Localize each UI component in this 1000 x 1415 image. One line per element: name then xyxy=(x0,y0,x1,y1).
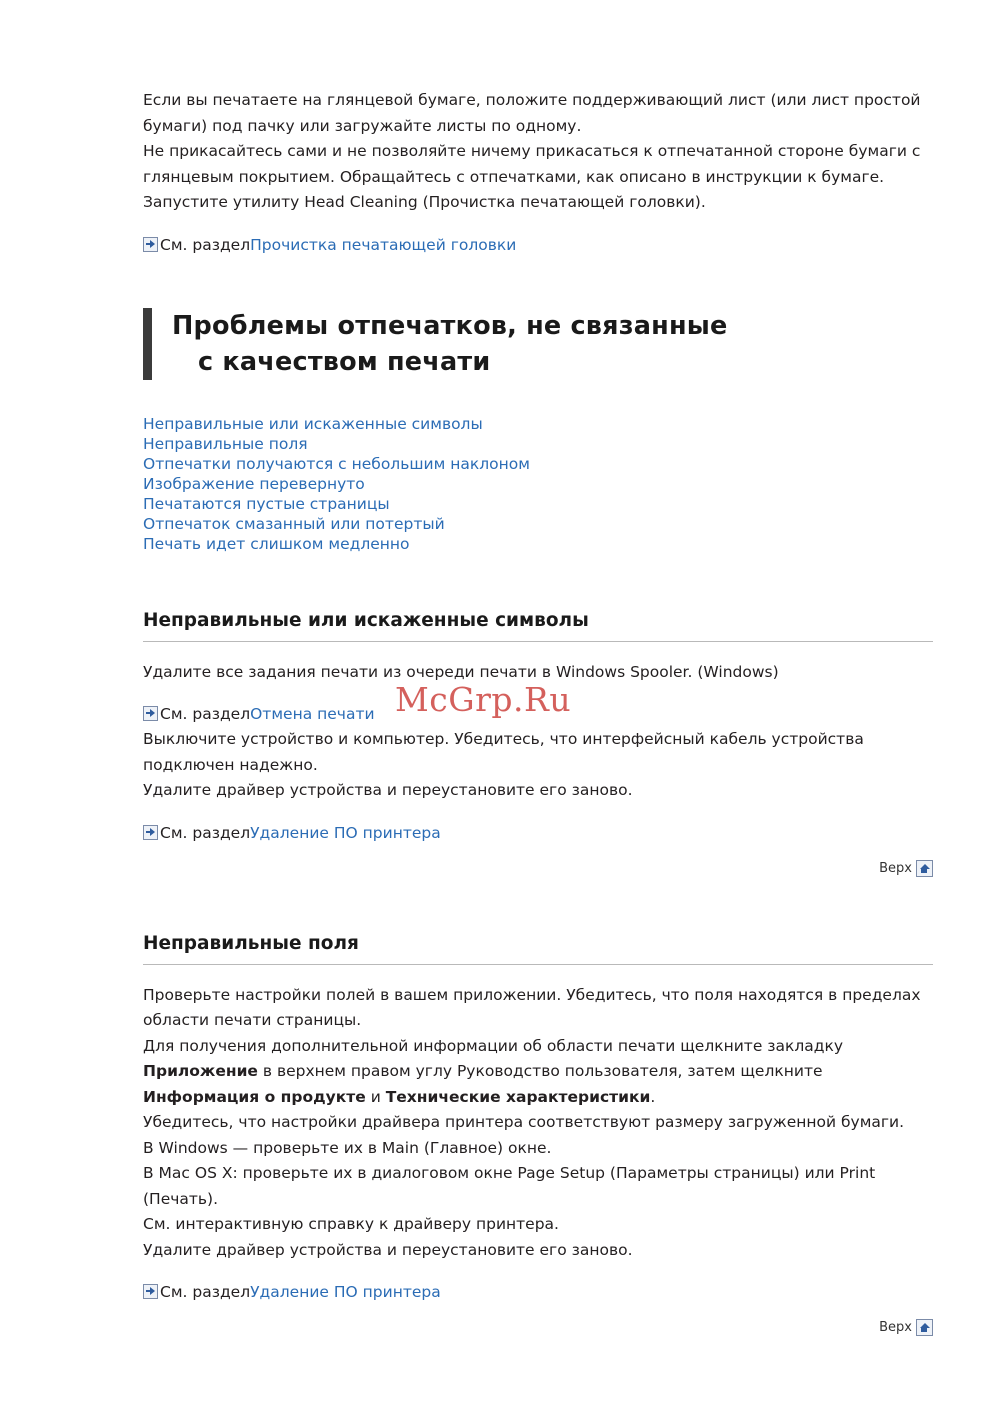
section2-paragraph-3: Убедитесь, что настройки драйвера принтера соответствуют размеру загруженной бумаги. xyxy=(143,1113,905,1131)
list-item[interactable]: Отпечатки получаются с небольшим наклоном xyxy=(143,454,530,473)
list-item[interactable]: Неправильные или искаженные символы xyxy=(143,414,483,433)
section-divider xyxy=(143,641,933,642)
book-link-icon xyxy=(143,706,158,721)
chapter-title-line2: с качеством печати xyxy=(198,346,491,377)
list-item[interactable]: Изображение перевернуто xyxy=(143,474,365,493)
s2p2-bold-product-info: Информация о продукте xyxy=(143,1087,366,1106)
see-reference-uninstall-software-2 xyxy=(143,1280,933,1305)
intro-paragraph-1: Если вы печатаете на глянцевой бумаге, положите поддерживающий лист (или лист простой бумаги) под пачку или загружайте листы по одному. xyxy=(143,91,921,135)
back-to-top-label: Верх xyxy=(879,1320,912,1335)
section2-paragraph-4: В Windows — проверьте их в Main (Главное) окне. xyxy=(143,1138,552,1157)
section2-paragraph-7: Удалите драйвер устройства и переустановите его заново. xyxy=(143,1240,633,1259)
section2-paragraph-1: Проверьте настройки полей в вашем приложении. Убедитесь, что поля находятся в пределах области печати страницы. xyxy=(143,985,921,1029)
section1-paragraph-1: Удалите все задания печати из очереди печати в Windows Spooler. (Windows) xyxy=(143,662,779,681)
see-reference-prefix: См. раздел xyxy=(160,235,251,254)
book-link-icon xyxy=(143,825,158,840)
book-link-icon xyxy=(143,1284,158,1299)
section-divider xyxy=(143,964,933,965)
section-heading: Неправильные или искаженные символы xyxy=(143,609,589,631)
list-item[interactable]: Отпечаток смазанный или потертый xyxy=(143,514,445,533)
section-heading: Неправильные поля xyxy=(143,932,359,954)
see-reference-prefix: См. раздел xyxy=(160,705,251,723)
chapter-title xyxy=(172,308,728,380)
see-reference-head-cleaning xyxy=(143,233,933,258)
back-to-top-1[interactable] xyxy=(143,860,933,877)
link-head-cleaning[interactable]: Прочистка печатающей головки xyxy=(250,235,517,254)
s2p2-c: в верхнем правом углу Руководство пользователя, затем щелкните xyxy=(257,1062,823,1080)
section-wrong-margins xyxy=(143,933,933,1337)
section2-paragraph-5: В Mac OS X: проверьте их в диалоговом окне Page Setup (Параметры страницы) или Print (Печать). xyxy=(143,1164,876,1208)
back-to-top-2[interactable] xyxy=(143,1319,933,1336)
intro-paragraph-3: Запустите утилиту Head Cleaning (Прочистка печатающей головки). xyxy=(143,193,706,211)
page-content xyxy=(143,88,933,1336)
s2p2-g: . xyxy=(650,1087,656,1106)
list-item[interactable]: Неправильные поля xyxy=(143,434,308,453)
list-item[interactable]: Печатаются пустые страницы xyxy=(143,494,390,513)
see-reference-cancel-print xyxy=(143,702,933,727)
intro-paragraph-2: Не прикасайтесь сами и не позволяйте ничему прикасаться к отпечатанной стороне бумаги с глянцевым покрытием. Обращайтесь с отпечатками, как описано в инструкции к бумаге. xyxy=(143,142,921,186)
see-reference-prefix: См. раздел xyxy=(160,823,251,842)
s2p2-e: и xyxy=(365,1087,386,1106)
s2p2-bold-tech-specs: Технические характеристики xyxy=(385,1087,651,1106)
book-link-icon xyxy=(143,237,158,252)
see-reference-uninstall-software-1 xyxy=(143,821,933,846)
link-uninstall-printer-software[interactable]: Удаление ПО принтера xyxy=(250,823,441,842)
chapter-heading xyxy=(143,308,933,380)
arrow-up-icon[interactable] xyxy=(916,1319,933,1336)
section2-paragraph-2 xyxy=(143,1034,933,1111)
back-to-top-label: Верх xyxy=(879,860,912,876)
link-uninstall-printer-software[interactable]: Удаление ПО принтера xyxy=(250,1283,441,1301)
section-wrong-characters xyxy=(143,610,933,877)
chapter-title-line1: Проблемы отпечатков, не связанные xyxy=(172,310,728,341)
chapter-accent-bar xyxy=(143,308,152,380)
watermark: McGrp.Ru xyxy=(395,680,572,719)
s2p2-a: Для получения дополнительной информации об области печати щелкните закладку xyxy=(143,1036,844,1055)
section2-paragraph-6: См. интерактивную справку к драйверу принтера. xyxy=(143,1215,559,1233)
see-reference-prefix: См. раздел xyxy=(160,1283,251,1301)
link-cancel-printing[interactable]: Отмена печати xyxy=(250,705,375,723)
list-item[interactable]: Печать идет слишком медленно xyxy=(143,534,410,553)
section1-paragraph-3: Удалите драйвер устройства и переустановите его заново. xyxy=(143,781,633,799)
s2p2-bold-appendix: Приложение xyxy=(143,1062,258,1080)
section1-paragraph-2: Выключите устройство и компьютер. Убедитесь, что интерфейсный кабель устройства подключен надежно. xyxy=(143,730,864,774)
section-link-list xyxy=(143,414,933,554)
arrow-up-icon[interactable] xyxy=(916,860,933,877)
